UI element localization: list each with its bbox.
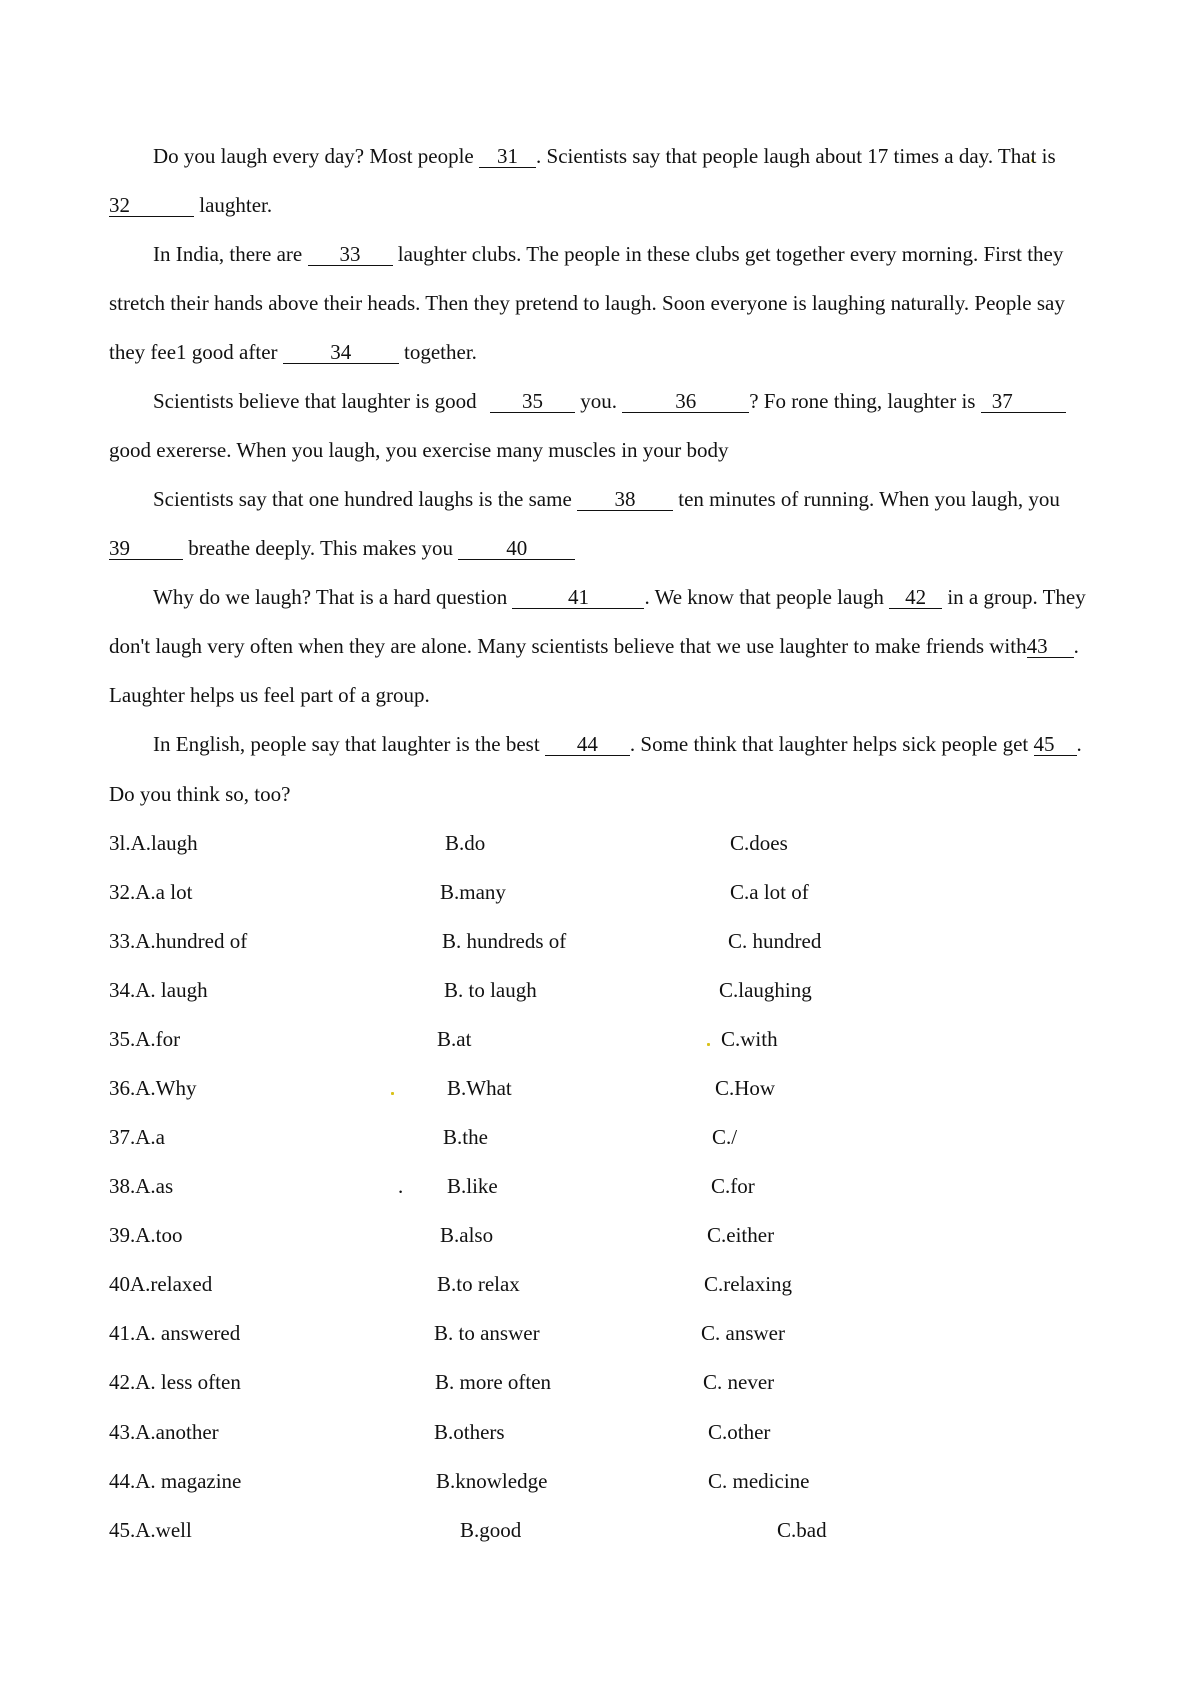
option-row-44 (0, 1457, 1200, 1506)
option-36-b: B.What (447, 1075, 512, 1100)
option-45-c: C.bad (777, 1517, 827, 1542)
passage-line-3 (0, 230, 1200, 279)
passage-text: laughter. (199, 192, 273, 217)
option-45-a: 45.A.well (109, 1517, 192, 1542)
option-38-b: B.like (447, 1174, 498, 1199)
option-43-b: B.others (434, 1419, 505, 1444)
passage-line-11 (0, 622, 1200, 671)
option-31-c: C.does (730, 830, 788, 855)
blank-34: 34 (283, 342, 399, 364)
option-row-35 (0, 1015, 1200, 1064)
passage-text: . (1073, 634, 1079, 659)
passage-text: In India, there are (153, 241, 303, 266)
blank-35: 35 (490, 391, 575, 413)
option-32-a: 32.A.a lot (109, 879, 193, 904)
option-34-b: B. to laugh (444, 977, 537, 1002)
passage-text: ten minutes of running. When you laugh, you (678, 487, 1060, 512)
passage-text: breathe deeply. This makes you (188, 536, 454, 561)
option-33-c: C. hundred (728, 928, 822, 953)
passage-text: Do you think so, too? (109, 781, 291, 806)
option-43-a: 43.A.another (109, 1419, 219, 1444)
passage-text: In English, people say that laughter is the best (153, 732, 540, 757)
option-row-41 (0, 1309, 1200, 1358)
option-38-c: C.for (711, 1174, 755, 1199)
option-33-a: 33.A.hundred of (109, 928, 248, 953)
option-40-b: B.to relax (437, 1272, 520, 1297)
option-32-c: C.a lot of (730, 879, 809, 904)
passage-text: laughter clubs. The people in these clubs get together every morning. First they (397, 241, 1064, 266)
option-43-c: C.other (708, 1419, 771, 1444)
option-41-b: B. to answer (434, 1321, 540, 1346)
option-33-b: B. hundreds of (442, 928, 567, 953)
option-row-37 (0, 1113, 1200, 1162)
option-35-c: C.with (721, 1026, 778, 1051)
blank-31: 31 (479, 146, 536, 168)
passage-text: stretch their hands above their heads. Then they pretend to laugh. Soon everyone is laughing naturally. People say (109, 290, 1065, 315)
option-42-a: 42.A. less often (109, 1370, 241, 1395)
passage-text: don't laugh very often when they are alone. Many scientists believe that we use laughter to make friends with (109, 634, 1027, 659)
option-31-a: 3l.A.laugh (109, 830, 198, 855)
option-row-40 (0, 1260, 1200, 1309)
option-32-b: B.many (440, 879, 506, 904)
option-35-a: 35.A.for (109, 1026, 181, 1051)
option-row-31 (0, 819, 1200, 868)
passage-text: Why do we laugh? That is a hard question (153, 585, 508, 610)
option-41-c: C. answer (701, 1321, 785, 1346)
option-row-33 (0, 917, 1200, 966)
blank-40: 40 (458, 538, 575, 560)
option-41-a: 41.A. answered (109, 1321, 241, 1346)
option-35-b: B.at (437, 1026, 472, 1051)
blank-45: 45 (1034, 734, 1077, 756)
cloze-passage (0, 132, 1200, 1555)
blank-42: 42 (889, 587, 942, 609)
option-44-b: B.knowledge (436, 1468, 548, 1493)
passage-line-13 (0, 720, 1200, 769)
option-37-c: C./ (712, 1125, 738, 1150)
passage-text: . (1076, 732, 1082, 757)
passage-line-6 (0, 377, 1200, 426)
option-row-34 (0, 966, 1200, 1015)
passage-line-4 (0, 279, 1200, 328)
option-36-c: C.How (715, 1075, 776, 1100)
passage-text: they fee1 good after (109, 339, 278, 364)
stray-period: . (398, 1174, 404, 1199)
passage-text: Scientists believe that laughter is good (153, 388, 477, 413)
option-38-a: 38.A.as (109, 1174, 174, 1199)
blank-43: 43 (1027, 636, 1074, 658)
passage-text: you. (580, 388, 617, 413)
option-42-c: C. never (703, 1370, 775, 1395)
option-42-b: B. more often (435, 1370, 552, 1395)
passage-text: . Scientists say that people laugh about 17 times a day. That is (536, 143, 1056, 168)
passage-line-10 (0, 573, 1200, 622)
option-40-a: 40A.relaxed (109, 1272, 213, 1297)
blank-33: 33 (308, 244, 393, 266)
option-44-c: C. medicine (708, 1468, 810, 1493)
option-row-42 (0, 1358, 1200, 1407)
passage-line-2 (0, 181, 1200, 230)
passage-line-8 (0, 475, 1200, 524)
option-37-a: 37.A.a (109, 1125, 165, 1150)
passage-text: in a group. They (947, 585, 1086, 610)
option-34-c: C.laughing (719, 977, 812, 1002)
option-44-a: 44.A. magazine (109, 1468, 242, 1493)
blank-36: 36 (622, 391, 749, 413)
blank-38: 38 (577, 489, 673, 511)
option-row-32 (0, 868, 1200, 917)
option-row-45 (0, 1506, 1200, 1555)
option-34-a: 34.A. laugh (109, 977, 208, 1002)
passage-text: . Some think that laughter helps sick people get (629, 732, 1029, 757)
blank-44: 44 (545, 734, 630, 756)
option-39-a: 39.A.too (109, 1223, 183, 1248)
option-row-39 (0, 1211, 1200, 1260)
option-row-36 (0, 1064, 1200, 1113)
option-37-b: B.the (443, 1125, 488, 1150)
option-row-38 (0, 1162, 1200, 1211)
blank-37: 37 (981, 391, 1066, 413)
passage-text: together. (404, 339, 477, 364)
blank-32: 32 (109, 195, 194, 217)
passage-line-7 (0, 426, 1200, 475)
passage-text: Laughter helps us feel part of a group. (109, 683, 430, 708)
passage-line-1 (0, 132, 1200, 181)
passage-text: Scientists say that one hundred laughs is the same (153, 487, 572, 512)
blank-41: 41 (512, 587, 644, 609)
passage-text: good exererse. When you laugh, you exercise many muscles in your body (109, 437, 729, 462)
option-39-b: B.also (440, 1223, 494, 1248)
passage-text: . We know that people laugh (644, 585, 884, 610)
passage-text: ? Fo rone thing, laughter is (749, 388, 976, 413)
passage-text: Do you laugh every day? Most people (153, 143, 474, 168)
blank-39: 39 (109, 538, 183, 560)
option-31-b: B.do (445, 830, 486, 855)
passage-line-9 (0, 524, 1200, 573)
option-45-b: B.good (460, 1517, 522, 1542)
option-39-c: C.either (707, 1223, 775, 1248)
option-36-a: 36.A.Why (109, 1075, 197, 1100)
option-40-c: C.relaxing (704, 1272, 793, 1297)
option-row-43 (0, 1408, 1200, 1457)
passage-line-5 (0, 328, 1200, 377)
passage-line-14 (0, 770, 1200, 819)
passage-line-12 (0, 671, 1200, 720)
